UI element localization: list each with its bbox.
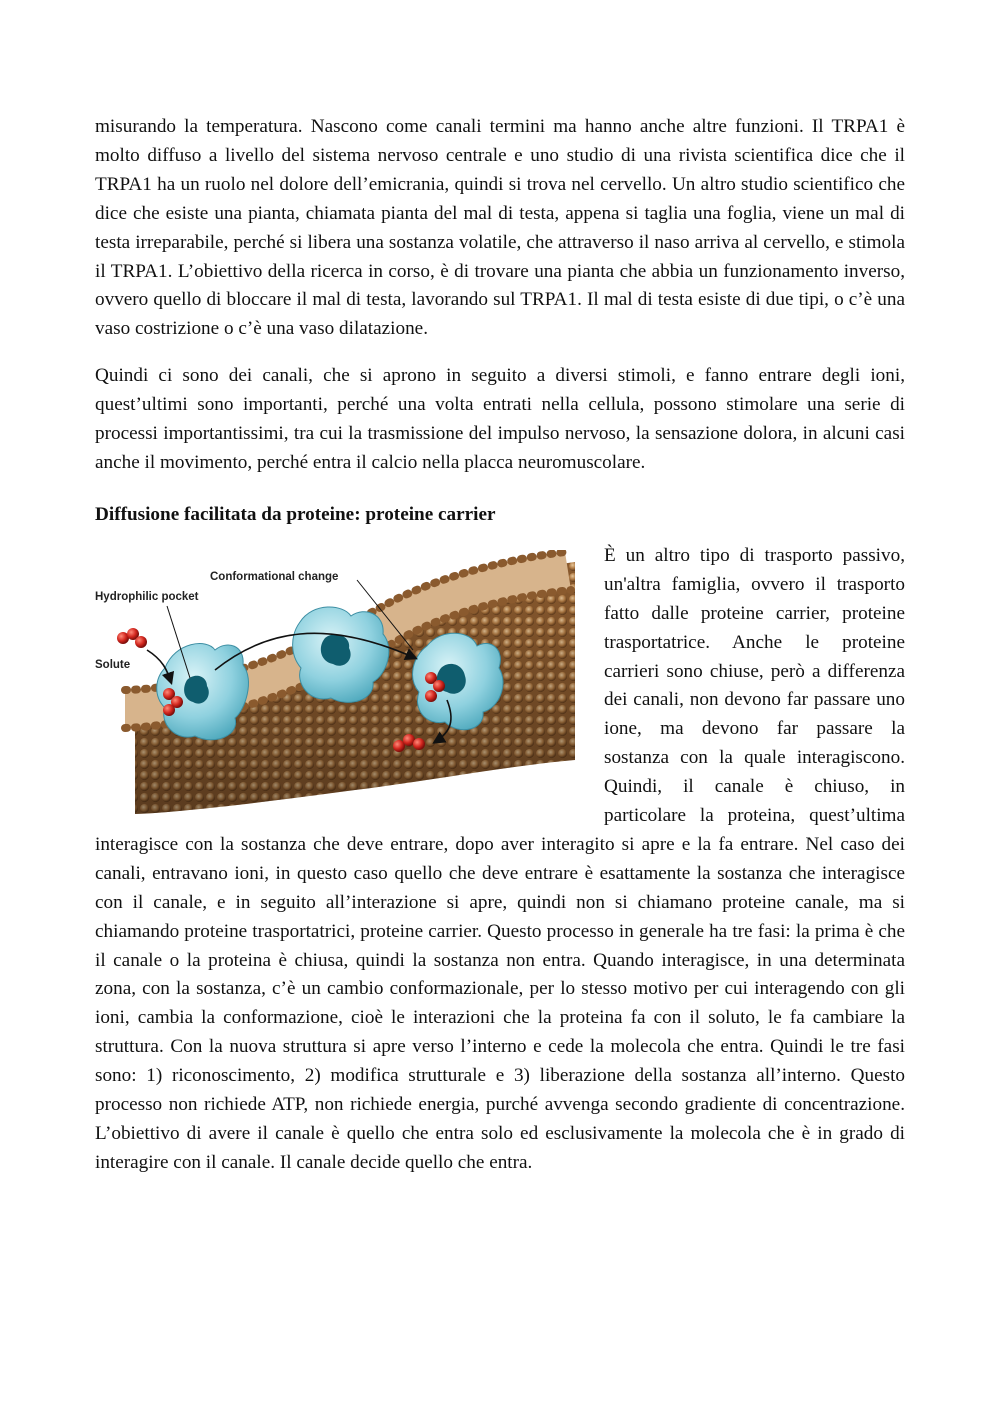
solute-molecule-outside (117, 628, 147, 648)
label-conformational-change: Conformational change (210, 570, 339, 583)
label-hydrophilic-pocket: Hydrophilic pocket (95, 590, 199, 603)
membrane-diagram (95, 550, 575, 814)
paragraph-ion-channels: Quindi ci sono dei canali, che si aprono in seguito a diversi stimoli, e fanno entrare degli ioni, quest’ultimi sono importanti, perché una volta entrati nella cellula, possono stimolare una serie di processi importantissimi, tra cui la trasmissione del impulso nervoso, la sensazione dolora, in alcuni casi anche il movimento, perché entra il calcio nella placca neuromuscolare. (95, 365, 905, 473)
paragraph-temperature-trpa1: misurando la temperatura. Nascono come canali termini ma hanno anche altre funzioni. Il TRPA1 è molto diffuso a livello del sistema nervoso centrale e uno studio di una rivista scientifica dice che il TRPA1 ha un ruolo nel dolore dell’emicrania, quindi si trova nel cervello. Un altro studio scientifico che dice che esiste una pianta, chiamata pianta del mal di testa, appena si taglia una foglia, viene un mal di testa irreparabile, perché si libera una sostanza volatile, che attraverso il naso arriva al cervello, e stimola il TRPA1. L’obiettivo della ricerca in corso, è di trovare una pianta che abbia un funzionamento inverso, ovvero quello di bloccare il mal di testa, lavorando sul TRPA1. Il mal di testa esiste di due tipi, o c’è una vaso costrizione o c’è una vaso dilatazione. (95, 116, 905, 340)
carrier-protein-figure (95, 550, 575, 814)
paragraph-carrier-proteins: È un altro tipo di trasporto passivo, un'altra famiglia, ovvero il trasporto fatto dalle proteine carrier, proteine trasportatrice. Anche le proteine carrieri sono chiuse, però a differenza dei canali, non devono far passare uno ione, ma devono far passare la sostanza con la quale interagiscono. Quindi, il canale è chiuso, in particolare la proteina, quest’ultima interagisce con la sostanza che deve entrare, dopo aver interagito si apre e la fa entrare. Nel caso dei canali, entravano ioni, in questo caso quello che deve entrare è esattamente la sostanza che interagisce con il canale, e in seguito all’interazione si apre, quindi non si chiamano proteine canale, ma si chiamando proteine trasportatrici, proteine carrier. Questo processo in generale ha tre fasi: la prima è che il canale o la proteina è chiusa, quindi la sostanza non entra. Quando interagisce, in una determinata zona, con la sostanza, c’è un cambio conformazionale, per lo stesso motivo per cui interagendo con gli ioni, cambia la conformazione, cioè le interazioni che la proteina fa con il soluto, le fa cambiare la struttura. Con la nuova struttura si apre verso l’interno e cede la molecola che entra. Quindi le tre fasi sono: 1) riconoscimento, 2) modifica strutturale e 3) liberazione della sostanza all’interno. Questo processo non richiede ATP, non richiede energia, purché avvenga secondo gradiente di concentrazione. L’obiettivo di avere il canale è quello che entra solo ed esclusivamente la molecola che è in grado di interagire con il canale. Il canale decide quello che entra. (95, 544, 905, 1173)
document-page (95, 113, 905, 1178)
label-solute: Solute (95, 658, 131, 671)
section-heading: Diffusione facilitata da proteine: proteine carrier (95, 503, 496, 525)
